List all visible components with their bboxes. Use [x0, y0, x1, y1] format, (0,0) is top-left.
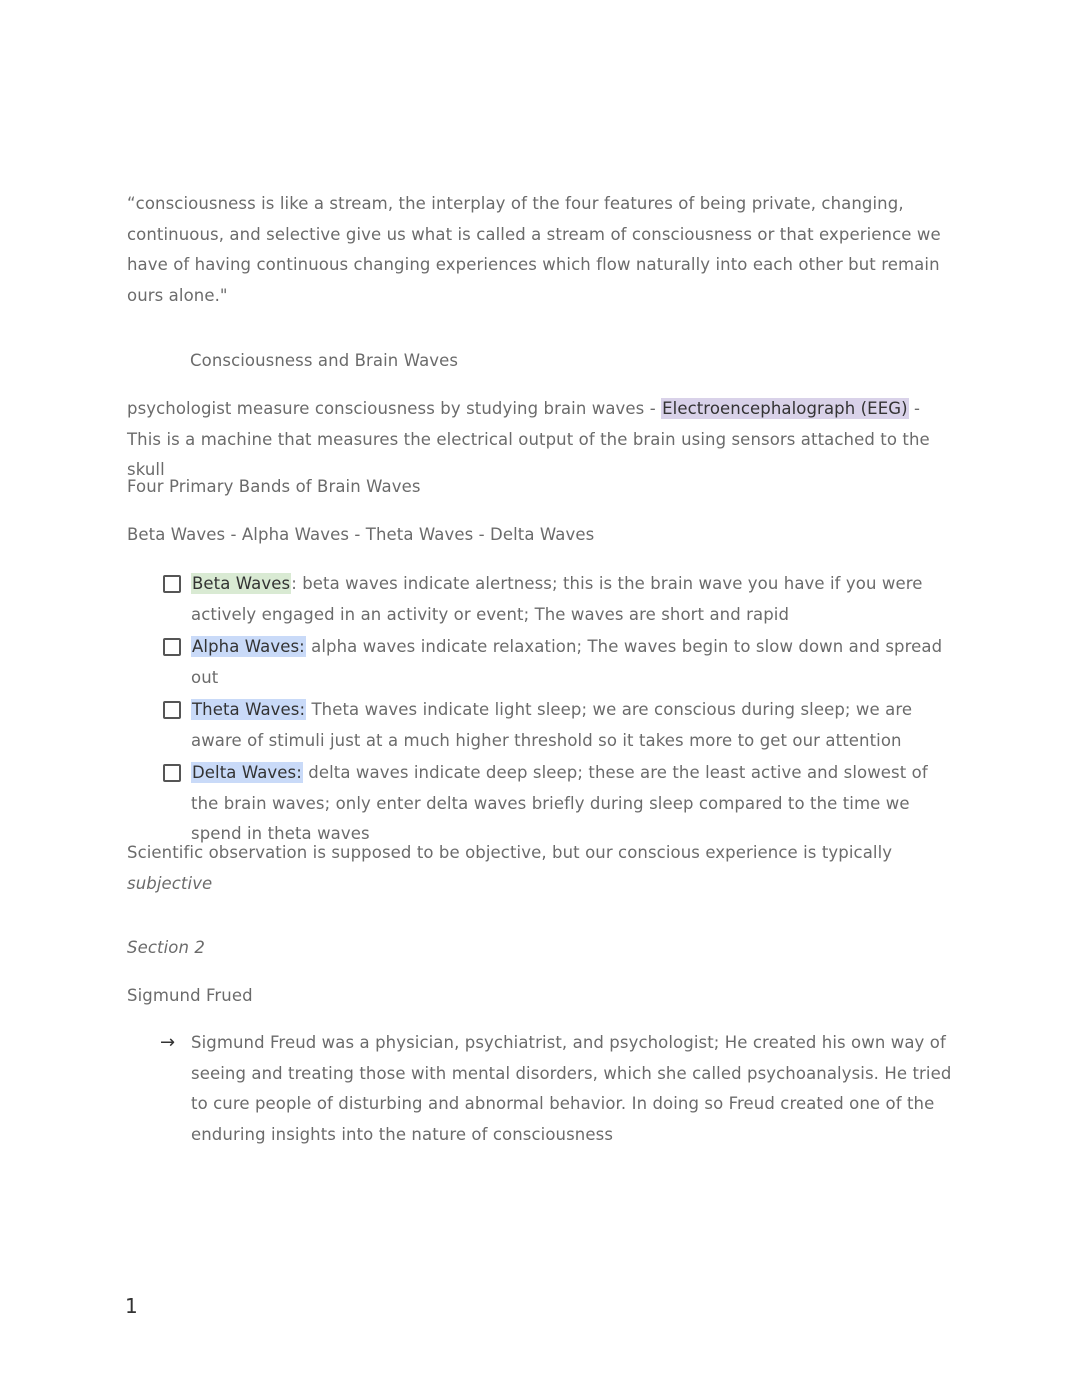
- alpha-term: Alpha Waves:: [192, 637, 305, 656]
- eeg-term-highlight: Electroencephalograph (EEG): [662, 399, 908, 418]
- checkbox-icon[interactable]: [163, 764, 181, 782]
- section-label: Section 2: [127, 938, 205, 957]
- eeg-text-after: - This is a machine that measures the electrical output of the brain using sensors attached to the skull: [127, 399, 930, 479]
- bands-title: Four Primary Bands of Brain Waves: [127, 477, 421, 496]
- waves-summary: Beta Waves - Alpha Waves - Theta Waves - Delta Waves: [127, 525, 595, 544]
- section-heading: Consciousness and Brain Waves: [190, 351, 459, 370]
- arrow-right-icon: →: [160, 1032, 176, 1053]
- beta-term: Beta Waves: [192, 574, 291, 593]
- page-number: 1: [125, 1294, 138, 1318]
- theta-term: Theta Waves:: [192, 700, 306, 719]
- beta-text: beta waves indicate alertness; this is the brain wave you have if you were actively engaged in an activity or event; The waves are short and rapid: [191, 574, 923, 624]
- beta-sep: :: [291, 574, 297, 593]
- list-item-alpha: [160, 632, 960, 693]
- theta-text: Theta waves indicate light sleep; we are conscious during sleep; we are aware of stimuli just at a much higher threshold so it takes more to get our attention: [191, 700, 913, 750]
- science-text: Scientific observation is supposed to be objective, but our conscious experience is typically: [127, 843, 893, 862]
- freud-bullet-text: Sigmund Freud was a physician, psychiatrist, and psychologist; He created his own way of seeing and treating those with mental disorders, which she called psychoanalysis. He tried to cure people of disturbing and abnormal behavior. In doing so Freud created one of the enduring insights into the nature of consciousness: [191, 1033, 952, 1144]
- science-paragraph: [127, 838, 957, 899]
- quote-paragraph: “consciousness is like a stream, the interplay of the four features of being private, changing, continuous, and selective give us what is called a stream of consciousness or that experience we have of having continuous changing experiences which flow naturally into each other but remain ours alone.": [127, 194, 941, 305]
- alpha-text: alpha waves indicate relaxation; The waves begin to slow down and spread out: [191, 637, 943, 687]
- checklist: [160, 569, 960, 852]
- delta-term: Delta Waves:: [192, 763, 302, 782]
- list-item-theta: [160, 695, 960, 756]
- checkbox-icon[interactable]: [163, 701, 181, 719]
- checkbox-icon[interactable]: [163, 638, 181, 656]
- list-item-beta: [160, 569, 960, 630]
- checkbox-icon[interactable]: [163, 575, 181, 593]
- delta-text: delta waves indicate deep sleep; these are the least active and slowest of the brain waves; only enter delta waves briefly during sleep compared to the time we spend in theta waves: [191, 763, 928, 843]
- freud-title: Sigmund Frued: [127, 986, 253, 1005]
- science-emphasis: subjective: [127, 873, 213, 893]
- list-item-delta: [160, 758, 960, 850]
- arrow-list: [160, 1028, 960, 1150]
- eeg-text-before: psychologist measure consciousness by studying brain waves -: [127, 399, 662, 418]
- list-item: [160, 1028, 960, 1150]
